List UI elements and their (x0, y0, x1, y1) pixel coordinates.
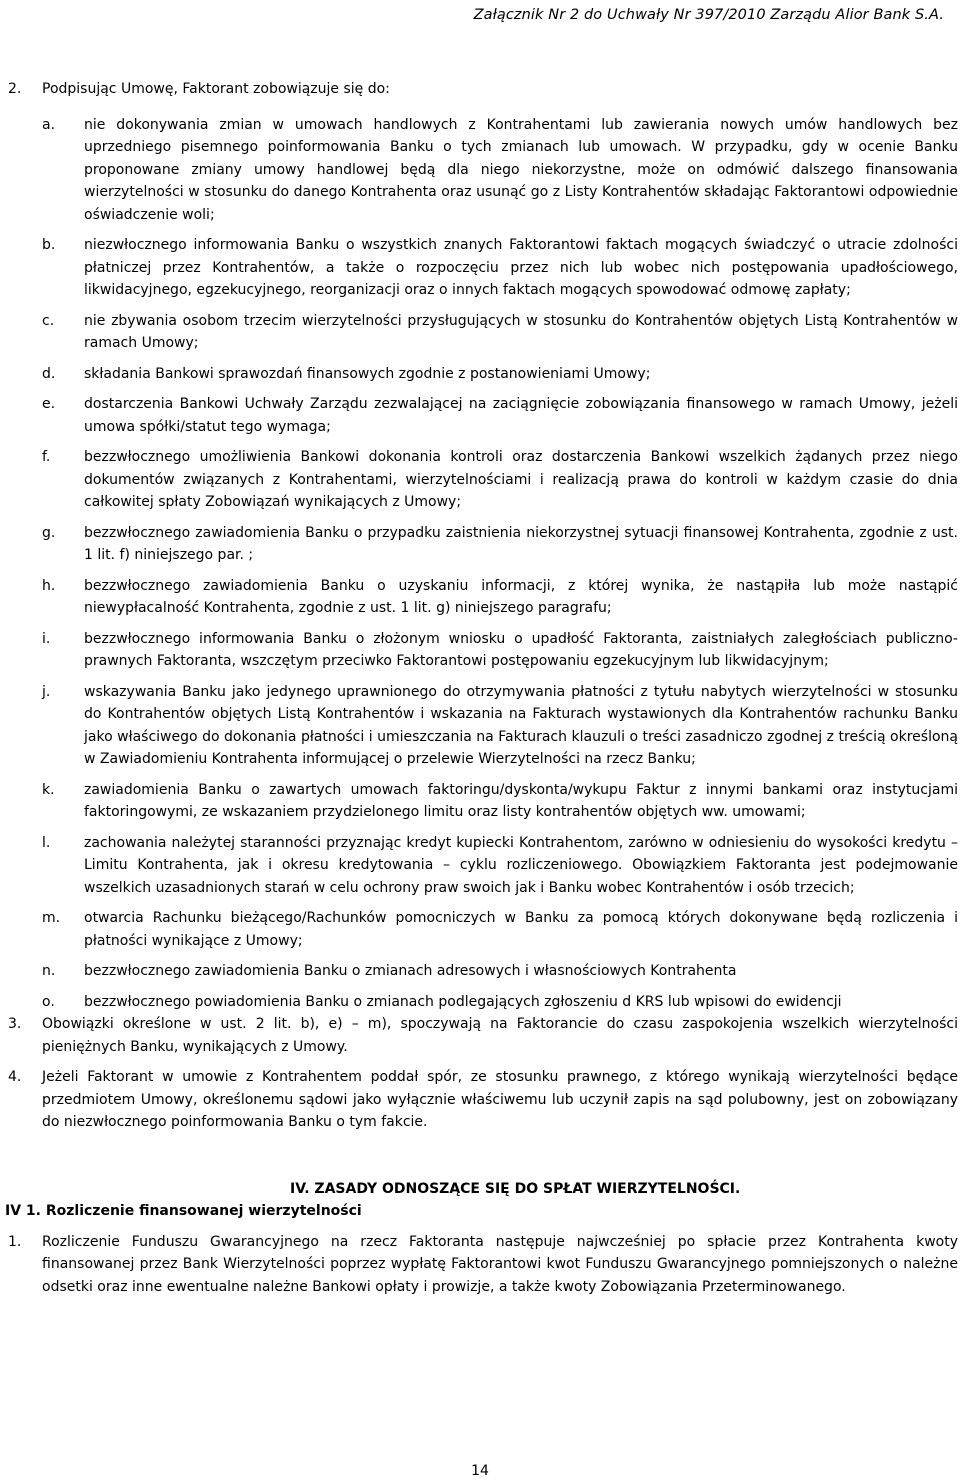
subitem-k (42, 779, 958, 824)
clause-4 (8, 1066, 958, 1134)
subitem-label: n. (42, 963, 56, 979)
subitem-label: i. (42, 630, 51, 647)
subitem-text: dostarczenia Bankowi Uchwały Zarządu zezwalającej na zaciągnięcie zobowiązania finansowego w ramach Umowy, jeżeli umowa spółki/statut tego wymaga; (84, 396, 958, 435)
subitem-text: zachowania należytej staranności przyznając kredyt kupiecki Kontrahentom, zarówno w odniesieniu do wysokości kredytu – Limitu Kontrahenta, jak i okresu kredytowania – cyklu rozliczeniowego. Obowiązkiem Faktoranta jest podejmowanie wszelkich uzasadnionych starań w celu ochrony praw swoich jak i Banku wobec Kontrahentów i osób trzecich; (84, 834, 958, 896)
clause-text: Obowiązki określone w ust. 2 lit. b), e) – m), spoczywają na Faktorancie do czasu zaspokojenia wszelkich wierzytelności pieniężnych Banku, wynikających z Umowy. (42, 1016, 958, 1055)
subitem-l (42, 832, 958, 900)
subitem-n (42, 960, 958, 983)
subitem-label: a. (42, 116, 56, 133)
subitem-h (42, 575, 958, 620)
clause-label: 4. (8, 1069, 22, 1085)
document-header: Załącznik Nr 2 do Uchwały Nr 397/2010 Zarządu Alior Bank S.A. (473, 7, 944, 23)
subitem-label: k. (42, 781, 55, 798)
document-body (0, 78, 958, 1298)
subitem-text: bezzwłocznego powiadomienia Banku o zmianach podlegających zgłoszeniu d KRS lub wpisowi do ewidencji (84, 993, 842, 1010)
subitem-text: składania Bankowi sprawozdań finansowych zgodnie z postanowieniami Umowy; (84, 365, 651, 382)
clause-text: Rozliczenie Funduszu Gwarancyjnego na rzecz Faktoranta następuje najwcześniej po spłacie przez Kontrahenta kwoty finansowanej przez Bank Wierzytelności poprzez wypłatę Faktorantowi kwot Funduszu Gwarancyjnego pomniejszonych o należne odsetki oraz inne ewentualne należne Bankowi opłaty i prowizje, a także kwoty Zobowiązania Przeterminowanego. (42, 1233, 958, 1295)
section-clause-1 (8, 1231, 958, 1299)
subitem-b (42, 234, 958, 302)
section-subtitle: IV 1. Rozliczenie finansowanej wierzytelności (5, 1203, 362, 1219)
clause-label: 1. (8, 1233, 22, 1250)
subitem-m (42, 907, 958, 952)
subitem-text: bezzwłocznego zawiadomienia Banku o przypadku zaistnienia niekorzystnej sytuacji finansowej Kontrahenta, zgodnie z ust. 1 lit. f) niniejszego par. ; (84, 524, 958, 563)
subitem-a (42, 114, 958, 227)
subitem-label: f. (42, 449, 51, 465)
subitem-d (42, 363, 958, 386)
subitem-label: h. (42, 577, 56, 594)
subitem-label: c. (42, 312, 55, 329)
subitem-f (42, 446, 958, 514)
subitem-label: g. (42, 524, 56, 541)
subitem-i (42, 628, 958, 673)
clause-text: Podpisując Umowę, Faktorant zobowiązuje się do: (42, 81, 390, 97)
clause-2 (8, 78, 958, 101)
subitem-label: l. (42, 834, 51, 851)
subitem-text: bezzwłocznego zawiadomienia Banku o zmianach adresowych i własnościowych Kontrahenta (84, 963, 737, 979)
subitem-text: nie dokonywania zmian w umowach handlowych z Kontrahentami lub zawierania nowych umów handlowych bez uprzedniego pisemnego poinformowania Banku o tych zmianach lub umowach. W przypadku, gdy w ocenie Banku proponowane zmiany umowy handlowej będą dla niego niekorzystne, może on odmówić dalszego finansowania wierzytelności w stosunku do danego Kontrahenta oraz usunąć go z Listy Kontrahentów składając Faktorantowi odpowiednie oświadczenie woli; (84, 116, 958, 223)
subitem-text: bezzwłocznego zawiadomienia Banku o uzyskaniu informacji, z której wynika, że nastąpiła lub może nastąpić niewypłacalność Kontrahenta, zgodnie z ust. 1 lit. g) niniejszego paragrafu; (84, 577, 958, 616)
subitem-o (42, 991, 958, 1014)
section-title: IV. ZASADY ODNOSZĄCE SIĘ DO SPŁAT WIERZYTELNOŚCI. (290, 1180, 741, 1197)
subitem-text: bezzwłocznego umożliwienia Bankowi dokonania kontroli oraz dostarczenia Bankowi wszelkich żądanych przez niego dokumentów związanych z Kontrahentami, wierzytelnościami i realizacją prawa do kontroli w każdym czasie do dnia całkowitej spłaty Zobowiązań wynikających z Umowy; (84, 449, 958, 510)
page-number: 14 (471, 1463, 489, 1479)
clause-3 (8, 1013, 958, 1058)
subitem-text: wskazywania Banku jako jedynego uprawnionego do otrzymywania płatności z tytułu nabytych wierzytelności w stosunku do Kontrahentów objętych Listą Kontrahentów i wskazania na Fakturach wystawionych dla Kontrahentów rachunku Banku jako właściwego do dokonania płatności i umieszczania na Fakturach klauzuli o treści zasadniczo zgodnej z treścią określoną w Zawiadomieniu Kontrahenta informującej o przelewie Wierzytelności na rzecz Banku; (84, 683, 958, 767)
subitem-text: otwarcia Rachunku bieżącego/Rachunków pomocniczych w Banku za pomocą których dokonywane będą rozliczenia i płatności wynikające z Umowy; (84, 910, 958, 949)
subitem-text: niezwłocznego informowania Banku o wszystkich znanych Faktorantowi faktach mogących świadczyć o utracie zdolności płatniczej przez Kontrahentów, a także o rozpoczęciu przez nich lub wobec nich postępowania upadłościowego, likwidacyjnego, egzekucyjnego, reorganizacji oraz o innych faktach mogących spowodować odmowę zapłaty; (84, 237, 958, 298)
subitem-label: d. (42, 365, 56, 382)
subitem-text: nie zbywania osobom trzecim wierzytelności przysługujących w stosunku do Kontrahentów objętych Listą Kontrahentów w ramach Umowy; (84, 312, 958, 351)
subitem-list (0, 114, 958, 1014)
subitem-text: zawiadomienia Banku o zawartych umowach faktoringu/dyskonta/wykupu Faktur z innymi bankami oraz instytucjami faktoringowymi, ze wskazaniem przydzielonego limitu oraz listy kontrahentów objętych ww. umowami; (84, 781, 958, 820)
clause-text: Jeżeli Faktorant w umowie z Kontrahentem poddał spór, ze stosunku prawnego, z którego wynikają wierzytelności będące przedmiotem Umowy, określonemu sądowi jako wyłącznie właściwemu lub uczynił zapis na sąd polubowny, jest on zobowiązany do niezwłocznego poinformowania Banku o tym fakcie. (42, 1069, 958, 1130)
subitem-label: b. (42, 237, 56, 253)
subitem-g (42, 522, 958, 567)
clause-label: 3. (8, 1016, 22, 1032)
subitem-text: bezzwłocznego informowania Banku o złożonym wniosku o upadłość Faktoranta, zaistniałych zaległościach publiczno-prawnych Faktoranta, wszczętym przeciwko Faktorantowi postępowaniu egzekucyjnym lub likwidacyjnym; (84, 630, 958, 669)
subitem-label: o. (42, 993, 55, 1010)
subitem-label: e. (42, 396, 56, 412)
subitem-label: j. (42, 683, 51, 700)
clause-label: 2. (8, 81, 22, 97)
subitem-j (42, 681, 958, 771)
subitem-label: m. (42, 910, 61, 926)
subitem-c (42, 310, 958, 355)
subitem-e (42, 393, 958, 438)
